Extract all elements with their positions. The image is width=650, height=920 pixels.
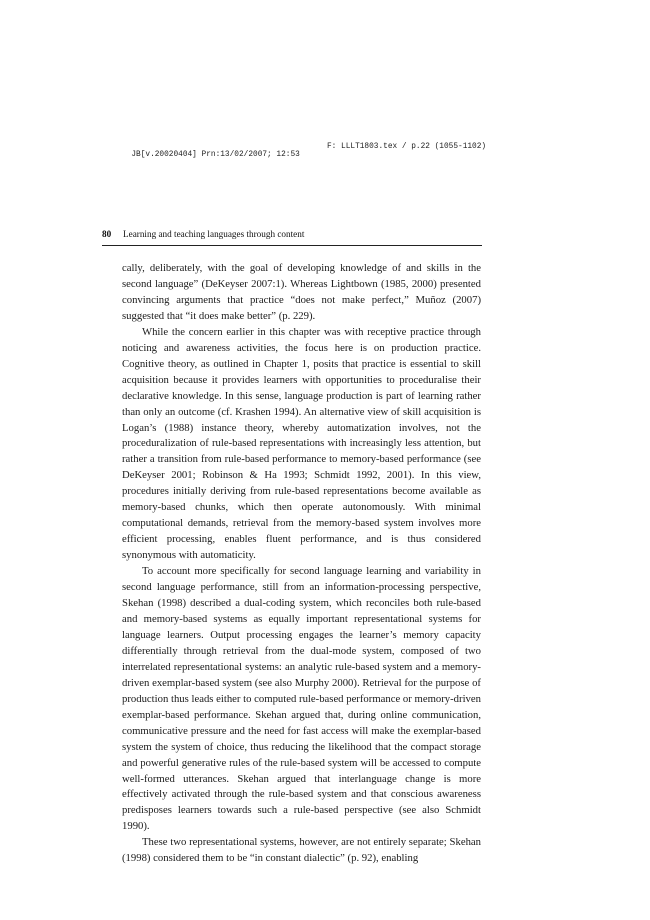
slug-left: JB[v.20020404] Prn:13/02/2007; 12:53 bbox=[131, 151, 300, 159]
slug-right: F: LLLT1803.tex / p.22 (1055-1102) bbox=[327, 143, 487, 151]
paragraph: These two representational systems, however, are not entirely separate; Skehan (1998) considered them to be “in constant dialectic” (p. 92), enabling bbox=[122, 836, 481, 865]
page-number: 80 bbox=[102, 229, 112, 239]
running-head-title: Learning and teaching languages through content bbox=[123, 229, 305, 239]
paragraph: While the concern earlier in this chapter was with receptive practice through noticing and awareness activities, the focus here is on production practice. Cognitive theory, as outlined in Chapter 1, posits that practice is essential to skill acquisition because it provides learners with opportunities to proceduralise their declarative knowledge. In this sense, language production is part of learning rather than only an outcome (cf. Krashen 1994). An alternative view of skill acquisition is Logan’s (1988) instance theory, whereby automatization involves, not the proceduralization of rule-based representations with increasingly less attention, but rather a transition from rule-based performance to memory-based performance (see DeKeyser 2001; Robinson & Ha 1993; Schmidt 1992, 2001). In this view, procedures initially deriving from rule-based representations become available as memory-based chunks, which then operate autonomously. With minimal computational demands, retrieval from the memory-based system involves more efficient processing, enables fluent performance, and is thus considered synonymous with automaticity. bbox=[122, 325, 481, 562]
header-rule bbox=[102, 245, 482, 246]
body-text bbox=[122, 261, 481, 867]
print-slug bbox=[122, 143, 487, 167]
paragraph: cally, deliberately, with the goal of developing knowledge of and skills in the second language” (DeKeyser 2007:1). Whereas Lightbown (1985, 2000) presented convincing arguments that practice “does not make perfect,” Muñoz (2007) suggested that “it does make better” (p. 229). bbox=[122, 262, 481, 322]
paragraph: To account more specifically for second language learning and variability in second language performance, still from an information-processing perspective, Skehan (1998) described a dual-coding system, which reconciles both rule-based and memory-based systems as equally important representational systems for language learners. Output processing engages the learner’s memory capacity differentially through retrieval from the dual-mode system, composed of two interrelated representational systems: an analytic rule-based system and a memory-driven exemplar-based system (see also Murphy 2000). Retrieval for the purpose of production thus leads either to computed rule-based performance or memory-driven exemplar-based performance. Skehan argued that, during online communication, communicative pressure and the need for fast access will make the exemplar-based system the system of choice, thus reducing the likelihood that the compact storage and powerful generative rules of the rule-based system will be accessed to compute well-formed utterances. Skehan argued that interlanguage change is more effectively activated through the rule-based system and that conscious awareness predisposes learners towards such a rule-based perspective (see also Schmidt 1990). bbox=[122, 565, 481, 833]
